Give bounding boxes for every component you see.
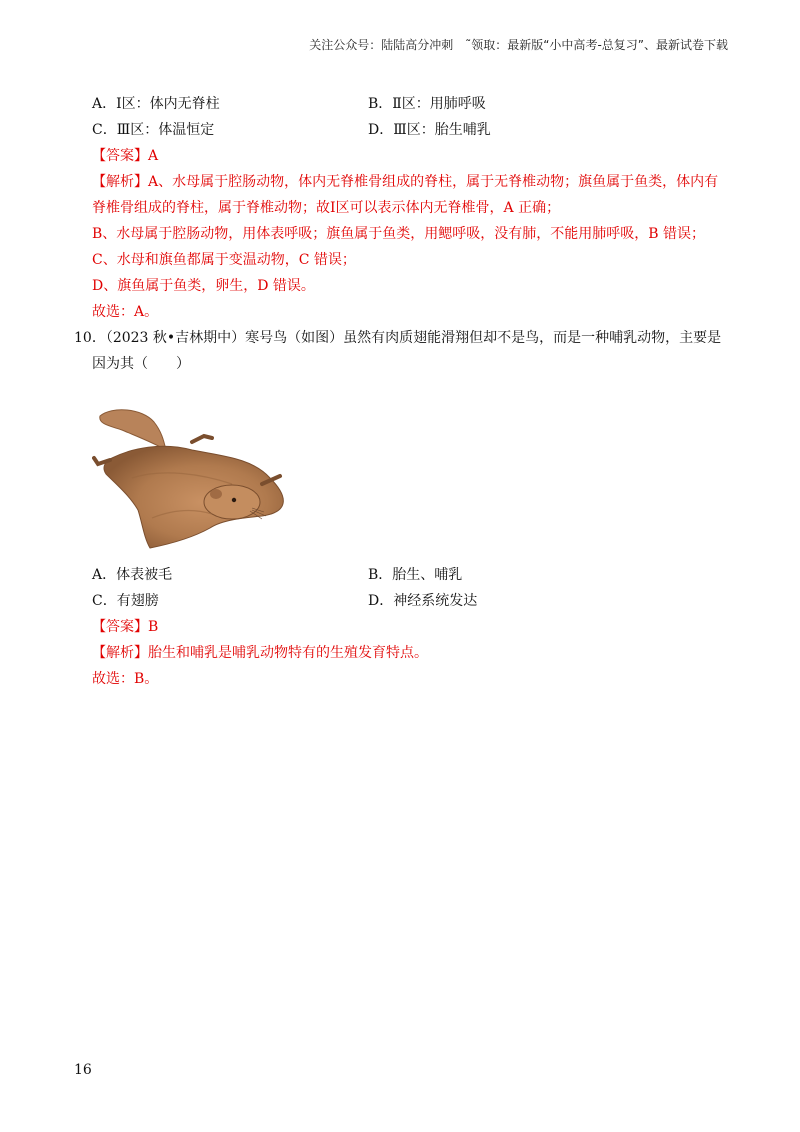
q9-option-a: A．Ⅰ区：体内无脊柱 (92, 96, 220, 112)
q10-option-b: B．胎生、哺乳 (368, 567, 463, 583)
q10-option-a: A．体表被毛 (92, 567, 173, 583)
q9-analysis-line-2: 脊椎骨组成的脊柱，属于脊椎动物；故Ⅰ区可以表示体内无脊椎骨，A 正确； (92, 200, 561, 216)
q10-option-d: D．神经系统发达 (368, 593, 478, 609)
q10-conclusion: 故选：B。 (92, 671, 159, 687)
flying-squirrel-image (92, 398, 302, 550)
flying-squirrel-illustration (92, 398, 302, 550)
page-number: 16 (74, 1062, 92, 1078)
q9-analysis-line-1: 【解析】A、水母属于腔肠动物，体内无脊椎骨组成的脊柱，属于无脊椎动物；旗鱼属于鱼类，体内有 (92, 174, 719, 190)
q10-stem-line-1: 10．（2023 秋•吉林期中）寒号鸟（如图）虽然有肉质翅能滑翔但却不是鸟，而是一种哺乳动物，主要是 (74, 330, 722, 346)
q9-answer: 【答案】A (92, 148, 159, 164)
q10-stem-line-2: 因为其（ ） (92, 356, 190, 372)
q9-option-c: C．Ⅲ区：体温恒定 (92, 122, 215, 138)
q9-analysis-line-4: C、水母和旗鱼都属于变温动物，C 错误； (92, 252, 356, 268)
q10-answer: 【答案】B (92, 619, 159, 635)
q10-analysis: 【解析】胎生和哺乳是哺乳动物特有的生殖发育特点。 (92, 645, 428, 661)
q9-option-d: D．Ⅲ区：胎生哺乳 (368, 122, 491, 138)
q9-option-b: B．Ⅱ区：用肺呼吸 (368, 96, 486, 112)
q9-analysis-line-3: B、水母属于腔肠动物，用体表呼吸；旗鱼属于鱼类，用鳃呼吸，没有肺，不能用肺呼吸，B 错误； (92, 226, 706, 242)
q9-conclusion: 故选：A。 (92, 304, 159, 320)
page-header: 关注公众号：陆陆高分冲刺 ˜领取：最新版“小中高考-总复习”、最新试卷下载 (309, 38, 728, 52)
q9-analysis-line-5: D、旗鱼属于鱼类，卵生，D 错误。 (92, 278, 315, 294)
q10-option-c: C．有翅膀 (92, 593, 159, 609)
